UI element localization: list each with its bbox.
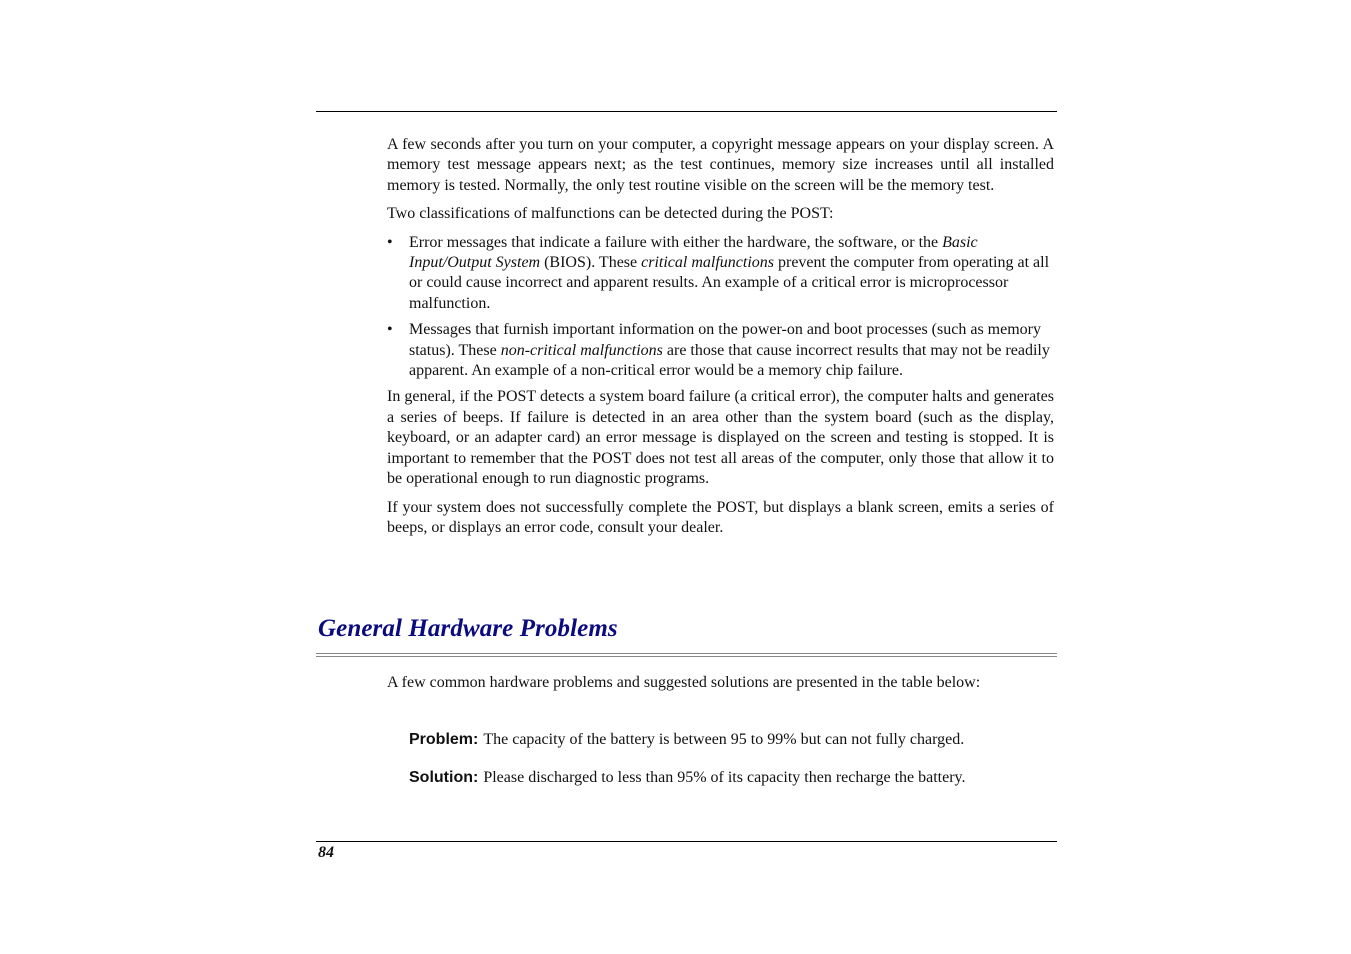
section-intro-block bbox=[387, 673, 1054, 693]
list-item-critical: • Error messages that indicate a failure with either the hardware, the software, or the Basic Input/Output System (BIOS). These critical malfunctions prevent the computer from operating at all or could cause incorrect and apparent results. An example of a critical error is microprocessor malfunction. bbox=[387, 233, 1050, 312]
bullet-icon: • bbox=[387, 321, 393, 339]
paragraph-post-intro: A few seconds after you turn on your computer, a copyright message appears on your display screen. A memory test message appears next; as the test continues, memory size increases until all installed memory is tested. Normally, the only test routine visible on the screen will be the memory test. bbox=[387, 136, 1054, 194]
paragraph-post-general: In general, if the POST detects a system board failure (a critical error), the computer halts and generates a series of beeps. If failure is detected in an area other than the system board (such as the display, keyboard, or an adapter card) an error message is displayed on the screen and testing is stopped. It is important to remember that the POST does not test all areas of the computer, only those that allow it to be operational enough to run diagnostic programs. bbox=[387, 388, 1054, 488]
bottom-rule bbox=[316, 841, 1057, 842]
bullet-icon: • bbox=[387, 233, 393, 251]
term-non-critical: non-critical malfunctions bbox=[500, 341, 663, 359]
problem-text: The capacity of the battery is between 95 to 99% but can not fully charged. bbox=[483, 731, 965, 748]
problem-label: Problem: bbox=[409, 731, 479, 748]
body-text bbox=[387, 135, 1054, 538]
list-item-non-critical: • Messages that furnish important information on the power-on and boot processes (such as memory status). These non-critical malfunctions are those that cause incorrect results that may not be readily apparent. An example of a non-critical error would be a memory chip failure. bbox=[387, 321, 1050, 380]
problem-row bbox=[409, 730, 964, 750]
top-rule bbox=[316, 111, 1057, 112]
solution-text: Please discharged to less than 95% of its capacity then recharge the battery. bbox=[483, 769, 966, 786]
page-number: 84 bbox=[318, 844, 334, 861]
term-bios: Basic Input/Output System bbox=[409, 233, 978, 272]
solution-label: Solution: bbox=[409, 769, 479, 786]
paragraph-consult-dealer: If your system does not successfully complete the POST, but displays a blank screen, emits a series of beeps, or displays an error code, consult your dealer. bbox=[387, 498, 1054, 536]
malfunction-list bbox=[387, 233, 1054, 382]
heading-double-rule bbox=[316, 653, 1057, 657]
solution-row bbox=[409, 768, 966, 788]
section-intro: A few common hardware problems and suggested solutions are presented in the table below: bbox=[387, 674, 981, 691]
paragraph-classifications: Two classifications of malfunctions can be detected during the POST: bbox=[387, 205, 834, 223]
section-heading: General Hardware Problems bbox=[318, 615, 618, 642]
term-critical: critical malfunctions bbox=[641, 254, 774, 272]
